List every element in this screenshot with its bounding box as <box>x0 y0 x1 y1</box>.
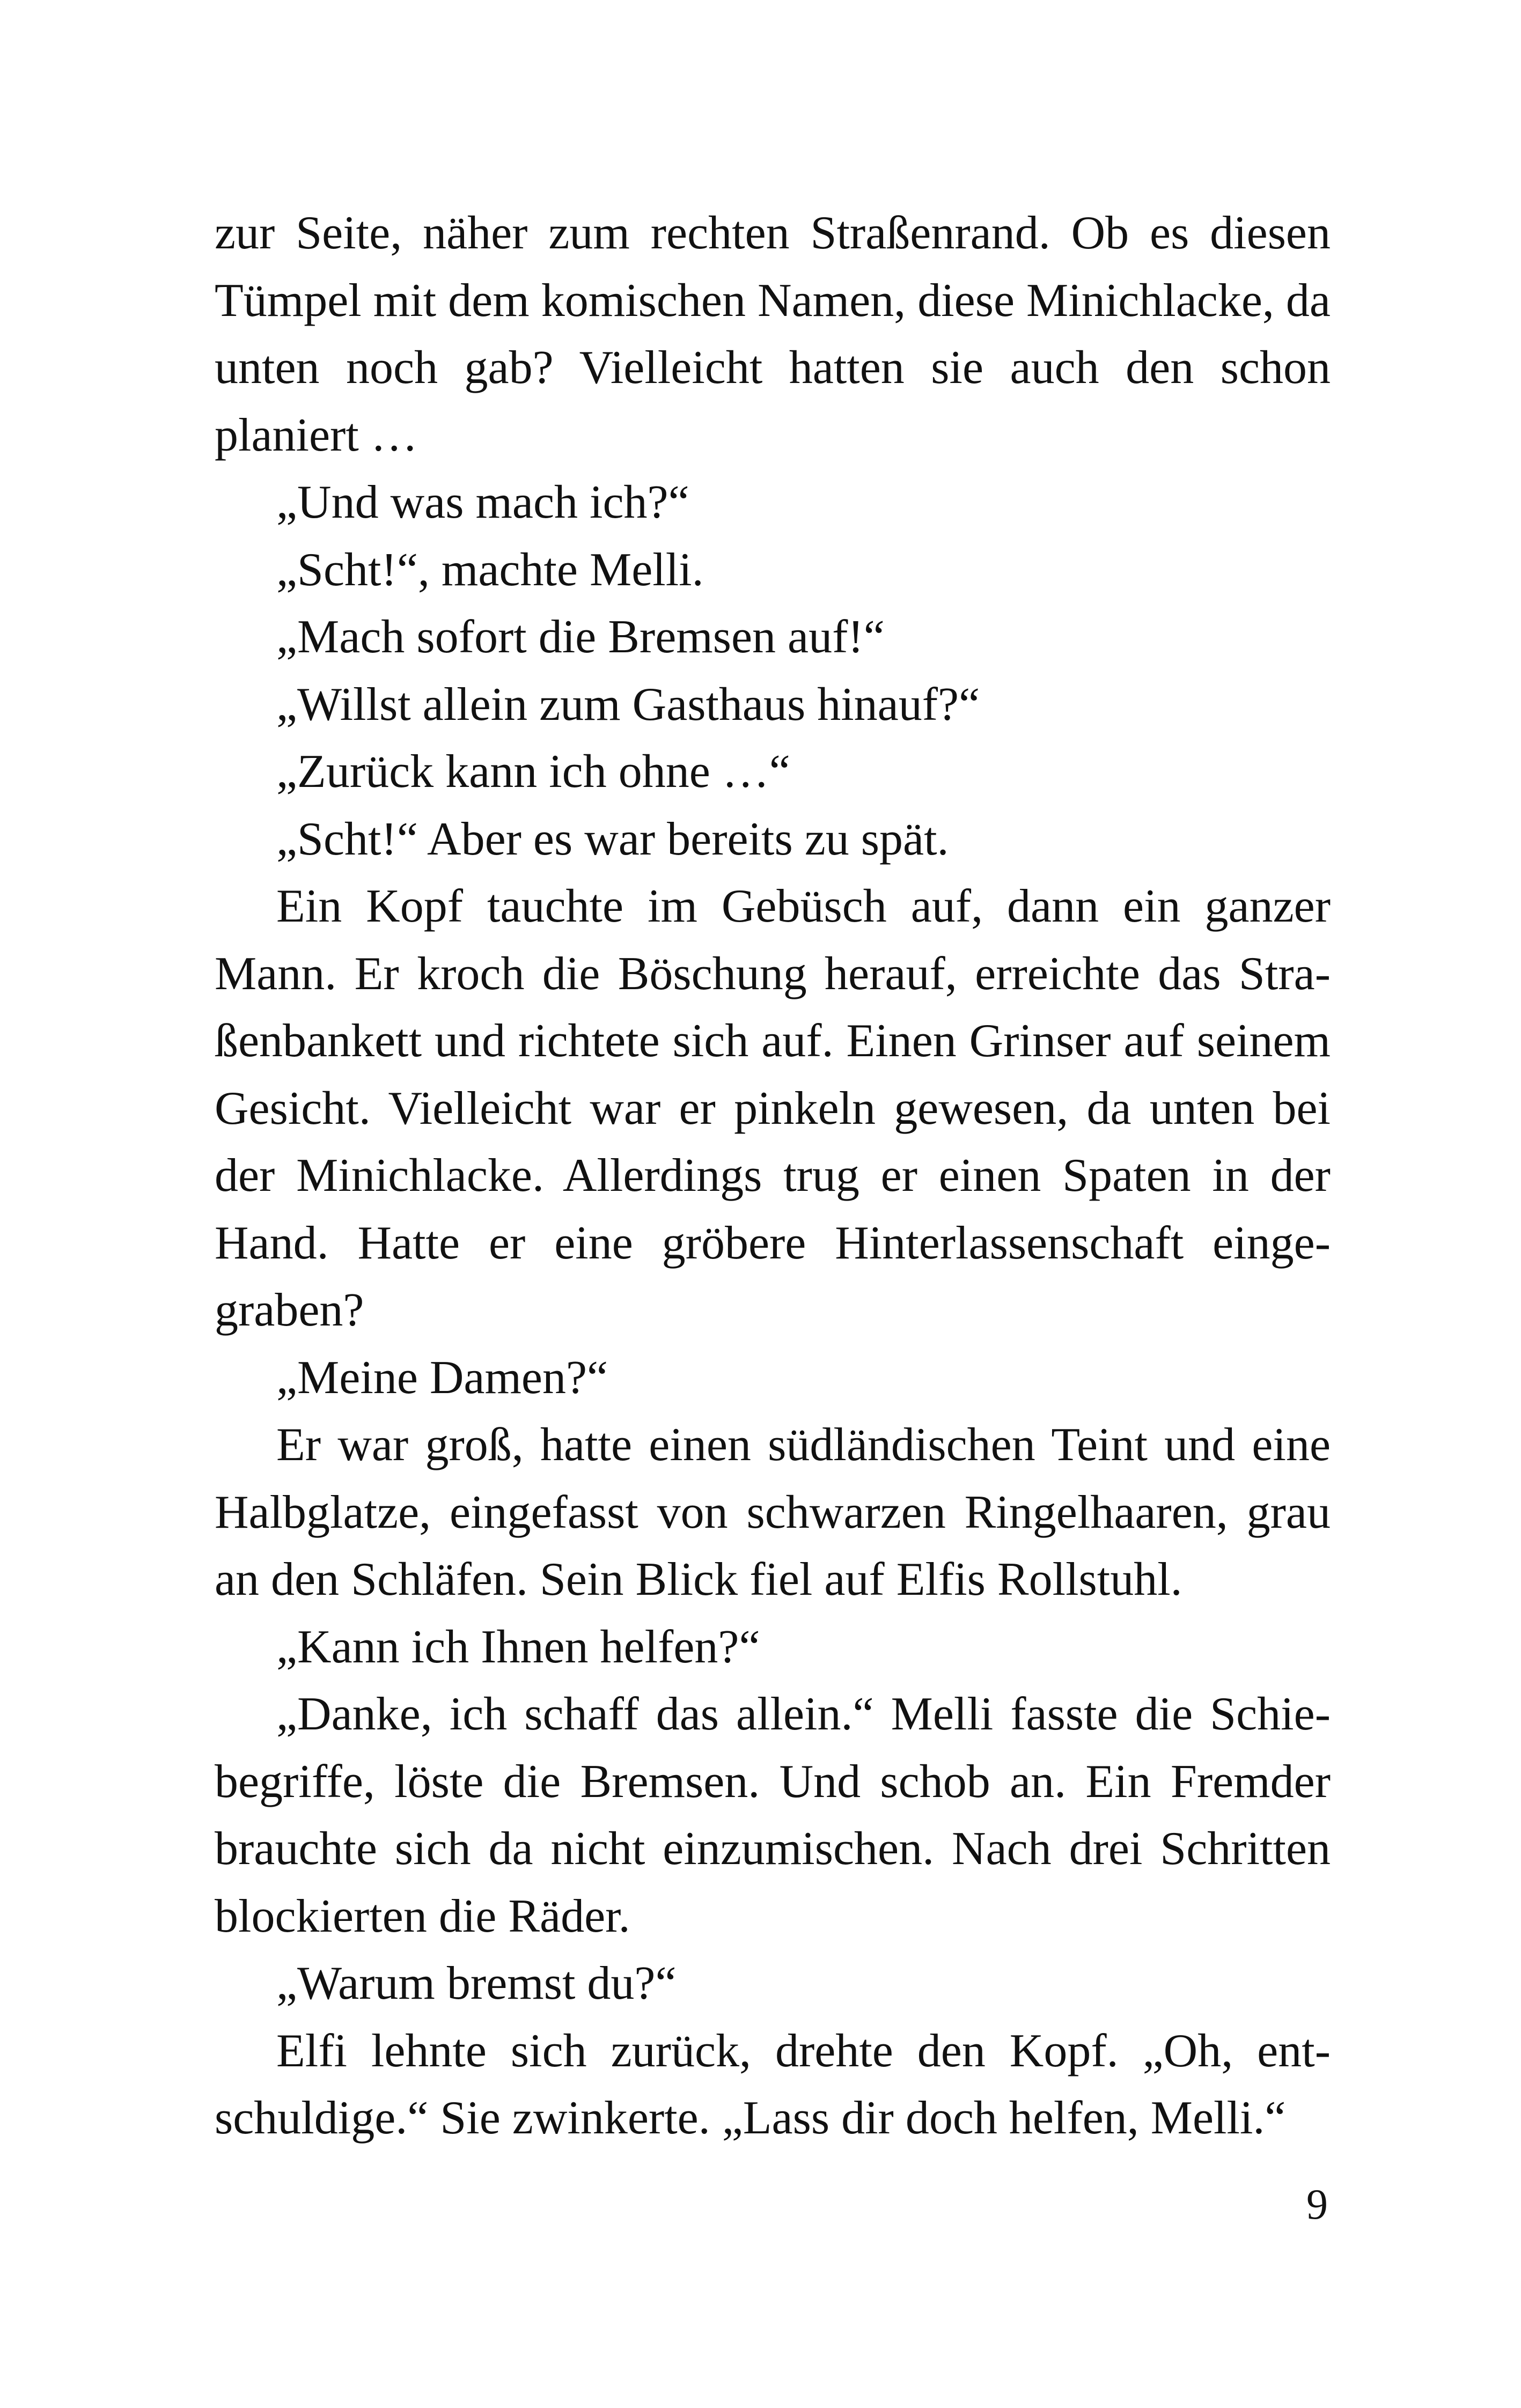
paragraph-5: „Willst allein zum Gasthaus hinauf?“ <box>276 678 980 731</box>
paragraph-8: Ein Kopf tauchte im Gebüsch auf, dann ein ganzer Mann. Er kroch die Böschung herauf, erreichte das Straßenbankett und richtete sich auf. Einen Grinser auf seinem Gesicht. Vielleicht war er pinkeln gewesen, da unten bei der Minichlacke. Allerdings trug er einen Spaten in der Hand. Hatte er eine gröbere Hinterlassenschaft eingegraben? <box>215 880 1331 1336</box>
paragraph-1: zur Seite, näher zum rechten Straßenrand. Ob es diesen Tümpel mit dem komischen Namen, diese Minichlacke, da unten noch gab? Vielleicht hatten sie auch den schon planiert … <box>215 207 1331 461</box>
body-text <box>215 200 1331 2152</box>
paragraph-9: „Meine Damen?“ <box>276 1351 608 1404</box>
paragraph-2: „Und was mach ich?“ <box>276 476 689 528</box>
paragraph-6: „Zurück kann ich ohne …“ <box>276 746 790 798</box>
page-number: 9 <box>1306 2181 1328 2228</box>
paragraph-13: „Warum bremst du?“ <box>276 1957 677 2009</box>
paragraph-4: „Mach sofort die Bremsen auf!“ <box>276 611 885 663</box>
paragraph-3: „Scht!“, machte Melli. <box>276 543 704 596</box>
paragraph-10: Er war groß, hatte einen südländischen Teint und eine Halbglatze, eingefasst von schwarzen Ringelhaaren, grau an den Schläfen. Sein Blick fiel auf Elfis Rollstuhl. <box>215 1419 1331 1606</box>
paragraph-14: Elfi lehnte sich zurück, drehte den Kopf. „Oh, entschuldige.“ Sie zwinkerte. „Lass dir doch helfen, Melli.“ <box>215 2024 1331 2144</box>
paragraph-12: „Danke, ich schaff das allein.“ Melli fasste die Schiebegriffe, löste die Bremsen. Und schob an. Ein Fremder brauchte sich da nicht einzumischen. Nach drei Schritten blockierten die Räder. <box>215 1688 1331 1942</box>
paragraph-11: „Kann ich Ihnen helfen?“ <box>276 1621 760 1673</box>
paragraph-7: „Scht!“ Aber es war bereits zu spät. <box>276 813 949 865</box>
